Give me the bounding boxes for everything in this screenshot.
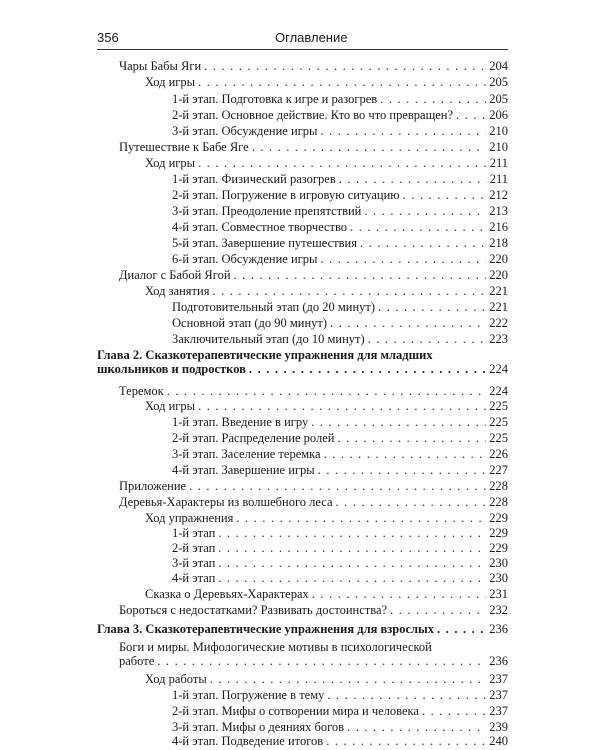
toc-page-number: 221 [489, 284, 508, 298]
running-title: Оглавление [275, 30, 348, 45]
dot-leader [330, 316, 486, 330]
toc-entry-title: Бороться с недостатками? Развивать достоинства? [119, 603, 388, 617]
dot-leader [311, 415, 486, 429]
toc-entry [145, 587, 508, 601]
toc-entry [172, 236, 508, 250]
toc-entry-title-line1: Глава 2. Сказкотерапевтические упражнения для младших [97, 348, 433, 362]
toc-entry [119, 140, 508, 154]
toc-entry [172, 571, 508, 585]
toc-entry-title: 3-й этап. Заселение теремка [172, 447, 321, 461]
toc-entry [172, 124, 508, 138]
dot-leader [380, 92, 486, 106]
toc-entry-title: Основной этап (до 90 минут) [172, 316, 328, 330]
dot-leader [456, 108, 486, 122]
toc-entry [119, 268, 508, 282]
toc-page-number: 204 [489, 59, 508, 73]
toc-entry [172, 300, 508, 314]
dot-leader [189, 479, 486, 493]
toc-page-number: 223 [489, 332, 508, 346]
dot-leader [327, 688, 486, 702]
toc-entry [145, 284, 508, 298]
dot-leader [339, 172, 487, 186]
toc-entry-title: 2-й этап. Распределение ролей [172, 431, 335, 445]
dot-leader [347, 720, 486, 734]
toc-entry [145, 511, 508, 525]
dot-leader [368, 332, 487, 346]
toc-entry-title: Теремок [119, 384, 164, 398]
toc-entry [172, 220, 508, 234]
toc-entry-title: школьников и подростков [97, 362, 246, 376]
toc-entry-title: 3-й этап. Обсуждение игры [172, 124, 318, 138]
toc-entry-title: 1-й этап. Введение в игру [172, 415, 309, 429]
toc-page-number: 229 [489, 541, 508, 555]
dot-leader [320, 252, 486, 266]
page-number: 356 [97, 30, 119, 45]
toc-entry-title: 4-й этап. Совместное творчество [172, 220, 348, 234]
toc-entry-title: 3-й этап [172, 556, 216, 570]
toc-entry [172, 172, 508, 186]
toc-page-number: 205 [489, 92, 508, 106]
toc-entry-title: Ход игры [145, 75, 196, 89]
dot-leader [198, 399, 486, 413]
dot-leader [236, 511, 486, 525]
toc-entry-title: Ход упражнения [145, 511, 234, 525]
toc-entry-title: Путешествие к Бабе Яге [119, 140, 249, 154]
dot-leader [234, 268, 487, 282]
toc-entry-title: 6-й этап. Обсуждение игры [172, 252, 318, 266]
toc-page-number: 224 [489, 362, 508, 376]
toc-entry-title: Ход игры [145, 399, 196, 413]
toc-entry-title: 5-й этап. Завершение путешествия [172, 236, 357, 250]
dot-leader [318, 463, 487, 477]
toc-page-number: 229 [489, 511, 508, 525]
toc-page-number: 225 [489, 431, 508, 445]
dot-leader [364, 204, 486, 218]
toc-entry [119, 603, 508, 617]
toc-entry [172, 92, 508, 106]
toc-page-number: 218 [489, 236, 508, 250]
toc-page-number: 220 [489, 252, 508, 266]
dot-leader [249, 362, 486, 376]
toc-entry [119, 59, 508, 73]
toc-entry-title: Приложение [119, 479, 187, 493]
toc-entry-title: работе [119, 654, 155, 668]
toc-page-number: 221 [489, 300, 508, 314]
toc-entry [119, 495, 508, 509]
dot-leader [422, 704, 486, 718]
toc-entry [172, 332, 508, 346]
toc-page-number: 230 [489, 571, 508, 585]
dot-leader [218, 541, 486, 555]
toc-entry-title: 2-й этап. Основное действие. Кто во что превращен? [172, 108, 453, 122]
dot-leader [320, 124, 486, 138]
dot-leader [437, 622, 486, 636]
toc-entry-title: 4-й этап. Подведение итогов [172, 734, 324, 748]
toc-entry-title: 4-й этап [172, 571, 216, 585]
dot-leader [218, 556, 486, 570]
toc-entry-title: 4-й этап. Завершение игры [172, 463, 315, 477]
toc-entry-title: Глава 3. Сказкотерапевтические упражнения для взрослых [97, 622, 435, 636]
dot-leader [336, 495, 487, 509]
toc-entry-title: Заключительный этап (до 10 минут) [172, 332, 365, 346]
toc-page-number: 222 [489, 316, 508, 330]
toc-entry-title: 1-й этап. Физический разогрев [172, 172, 336, 186]
dot-leader [167, 384, 487, 398]
dot-leader [326, 734, 486, 748]
toc-entry [172, 431, 508, 445]
toc-entry [119, 640, 508, 668]
toc-page-number: 210 [489, 124, 508, 138]
toc-page-number: 216 [489, 220, 508, 234]
toc-entry-title: 1-й этап [172, 526, 216, 540]
toc-entry [172, 541, 508, 555]
toc-page-number: 232 [489, 603, 508, 617]
dot-leader [212, 284, 486, 298]
toc-entry-title: Сказка о Деревьях-Характерах [145, 587, 309, 601]
toc-page-number: 228 [489, 495, 508, 509]
dot-leader [198, 75, 486, 89]
dot-leader [390, 603, 486, 617]
toc-entry-title-line1: Боги и миры. Мифологические мотивы в психологической [119, 640, 432, 654]
dot-leader [337, 431, 486, 445]
toc-entry-title: Диалог с Бабой Ягой [119, 268, 231, 282]
dot-leader [157, 654, 486, 668]
toc-page-number: 224 [489, 384, 508, 398]
toc-page-number: 211 [489, 172, 508, 186]
toc-page-number: 229 [489, 526, 508, 540]
toc-page-number: 239 [489, 720, 508, 734]
toc-entry-title: 3-й этап. Преодоление препятствий [172, 204, 362, 218]
dot-leader [312, 587, 486, 601]
toc-page-number: 226 [489, 447, 508, 461]
toc-chapter [97, 348, 508, 376]
toc-page-number: 240 [489, 734, 508, 748]
toc-entry-title: 1-й этап. Подготовка к игре и разогрев [172, 92, 378, 106]
toc-page-number: 205 [489, 75, 508, 89]
toc-entry [119, 384, 508, 398]
toc-page-number: 236 [489, 622, 508, 636]
dot-leader [350, 220, 486, 234]
toc-entry-title: 2-й этап [172, 541, 216, 555]
dot-leader [204, 59, 486, 73]
toc-chapter [97, 622, 508, 636]
toc-entry [172, 734, 508, 748]
toc-entry [172, 415, 508, 429]
toc-entry [172, 463, 508, 477]
toc-entry [172, 526, 508, 540]
toc-entry-title: Чары Бабы Яги [119, 59, 202, 73]
toc-entry [145, 75, 508, 89]
toc-page-number: 237 [489, 672, 508, 686]
toc-entry-title: Подготовительный этап (до 20 минут) [172, 300, 376, 314]
toc-page-number: 213 [489, 204, 508, 218]
toc-entry-title: 2-й этап. Погружение в игровую ситуацию [172, 188, 400, 202]
toc-entry [172, 720, 508, 734]
toc-entry [172, 447, 508, 461]
toc-entry [172, 204, 508, 218]
toc-page-number: 228 [489, 479, 508, 493]
toc-entry-title: 1-й этап. Погружение в тему [172, 688, 325, 702]
dot-leader [378, 300, 486, 314]
dot-leader [360, 236, 486, 250]
toc-page-number: 225 [489, 399, 508, 413]
toc-entry [172, 704, 508, 718]
toc-entry [172, 688, 508, 702]
toc-entry [172, 252, 508, 266]
toc-page-number: 231 [489, 587, 508, 601]
toc-entry [119, 479, 508, 493]
dot-leader [218, 526, 486, 540]
toc-page-number: 236 [489, 654, 508, 668]
toc-page-number: 237 [489, 688, 508, 702]
dot-leader [210, 672, 487, 686]
toc-page-number: 237 [489, 704, 508, 718]
toc-entry [145, 672, 508, 686]
toc-page-number: 220 [489, 268, 508, 282]
toc-page-number: 230 [489, 556, 508, 570]
toc-entry [172, 316, 508, 330]
dot-leader [403, 188, 487, 202]
dot-leader [218, 571, 486, 585]
toc-page-number: 210 [489, 140, 508, 154]
toc-entry-title: Деревья-Характеры из волшебного леса [119, 495, 333, 509]
toc-page-number: 225 [489, 415, 508, 429]
toc-entry-title: 2-й этап. Мифы о сотворении мира и человека [172, 704, 419, 718]
toc-entry-title: Ход игры [145, 156, 196, 170]
toc-entry-title: Ход занятия [145, 284, 210, 298]
dot-leader [324, 447, 487, 461]
toc-entry-title: Ход работы [145, 672, 207, 686]
dot-leader [252, 140, 487, 154]
toc-entry-title: 3-й этап. Мифы о деяниях богов [172, 720, 345, 734]
dot-leader [198, 156, 487, 170]
toc-entry [145, 156, 508, 170]
toc-entry [172, 556, 508, 570]
toc-page-number: 212 [489, 188, 508, 202]
toc-entry [145, 399, 508, 413]
toc-page-number: 206 [489, 108, 508, 122]
toc-page-number: 211 [489, 156, 508, 170]
toc-page-number: 227 [489, 463, 508, 477]
toc-entry [172, 108, 508, 122]
toc-entry [172, 188, 508, 202]
